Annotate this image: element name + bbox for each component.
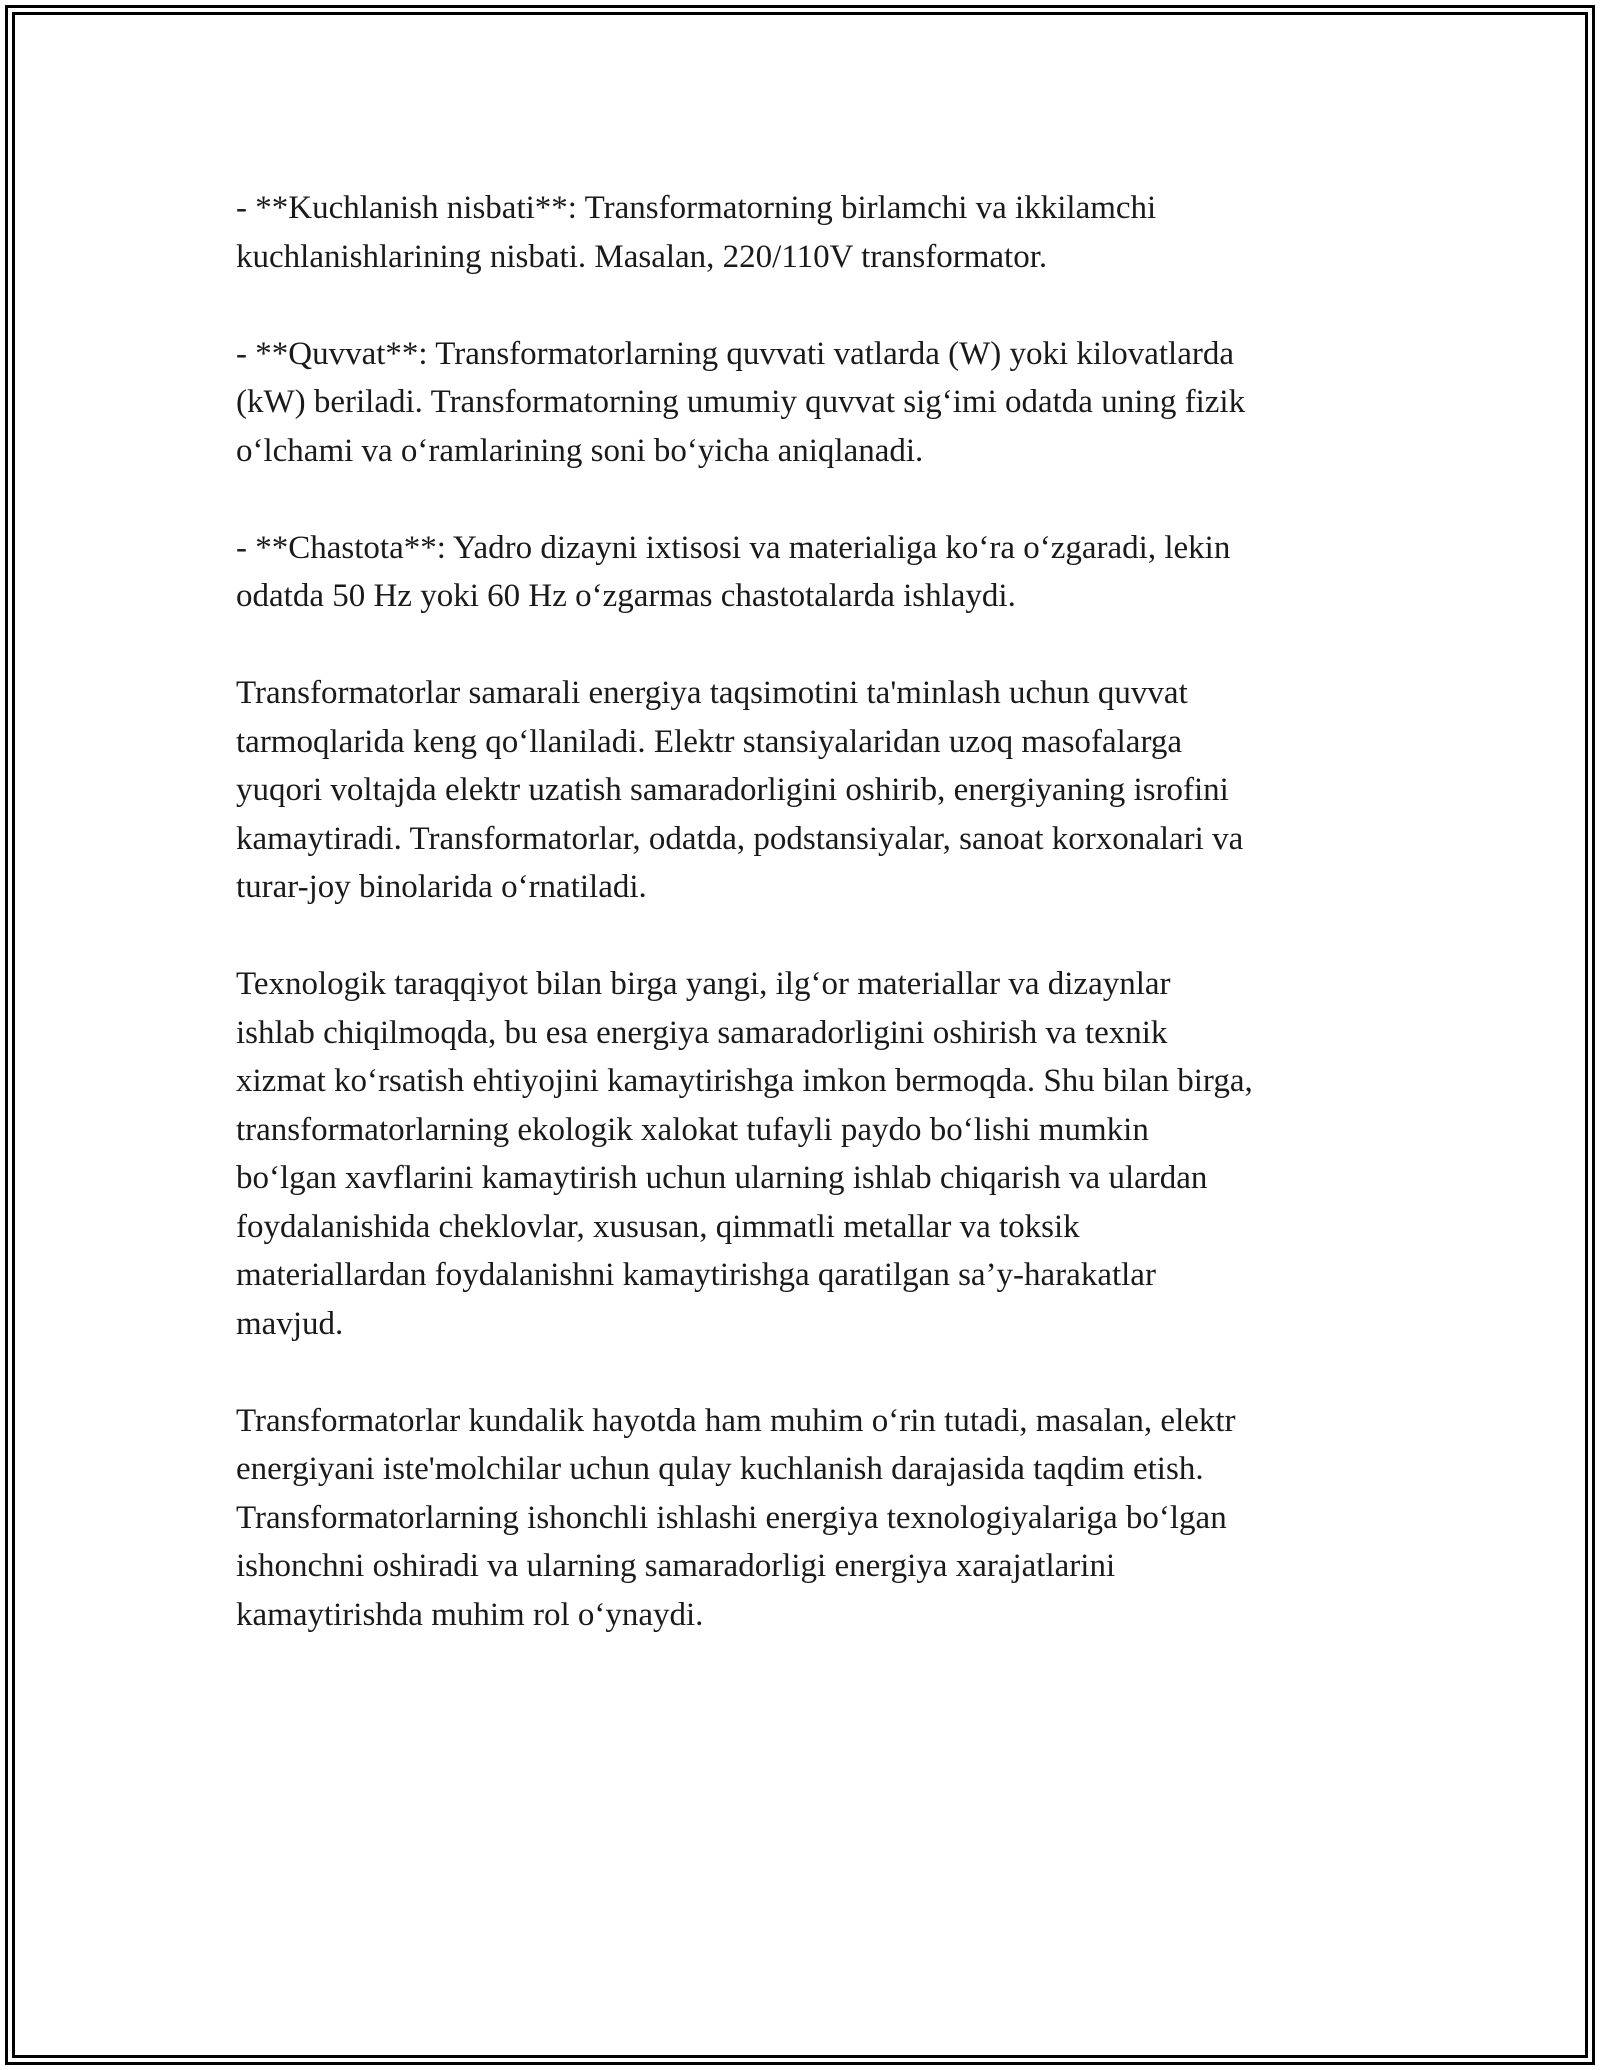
paragraph-distribution: Transformatorlar samarali energiya taqsimotini ta'minlash uchun quvvat tarmoqlarida keng qo‘llaniladi. Elektr stansiyalaridan uzoq masofalarga yuqori voltajda elektr uzatish samaradorligini oshirib, energiyaning isrofini kamaytiradi. Transformatorlar, odatda, podstansiyalar, sanoat korxonalari va turar-joy binolarida o‘rnatiladi.: [236, 675, 1244, 905]
paragraph-frequency: - **Chastota**: Yadro dizayni ixtisosi va materialiga ko‘ra o‘zgaradi, lekin odatda 50 Hz yoki 60 Hz o‘zgarmas chastotalarda ishlaydi.: [236, 529, 1231, 614]
paragraph-power: - **Quvvat**: Transformatorlarning quvvati vatlarda (W) yoki kilovatlarda (kW) beriladi. Transformatorning umumiy quvvat sig‘imi odatda uning fizik o‘lchami va o‘ramlarining soni bo‘yicha aniqlanadi.: [236, 335, 1246, 469]
paragraph-daily-life: Transformatorlar kundalik hayotda ham muhim o‘rin tutadi, masalan, elektr energiyani iste'molchilar uchun qulay kuchlanish darajasida taqdim etish. Transformatorlarning ishonchli ishlashi energiya texnologiyalariga bo‘lgan ishonchni oshiradi va ularning samaradorligi energiya xarajatlarini kamaytirishda muhim rol o‘ynaydi.: [236, 1402, 1236, 1633]
paragraph-technology: Texnologik taraqqiyot bilan birga yangi, ilg‘or materiallar va dizaynlar ishlab chiqilmoqda, bu esa energiya samaradorligini oshirish va texnik xizmat ko‘rsatish ehtiyojini kamaytirishga imkon bermoqda. Shu bilan birga, transformatorlarning ekologik xalokat tufayli paydo bo‘lishi mumkin bo‘lgan xavflarini kamaytirish uchun ularning ishlab chiqarish va ulardan foydalanishida cheklovlar, xususan, qimmatli metallar va toksik materiallardan foydalanishni kamaytirishga qaratilgan sa’y-harakatlar mavjud.: [236, 966, 1253, 1342]
document-body: [236, 184, 1376, 1639]
paragraph-voltage-ratio: - **Kuchlanish nisbati**: Transformatorning birlamchi va ikkilamchi kuchlanishlarining nisbati. Masalan, 220/110V transformator.: [236, 190, 1157, 275]
